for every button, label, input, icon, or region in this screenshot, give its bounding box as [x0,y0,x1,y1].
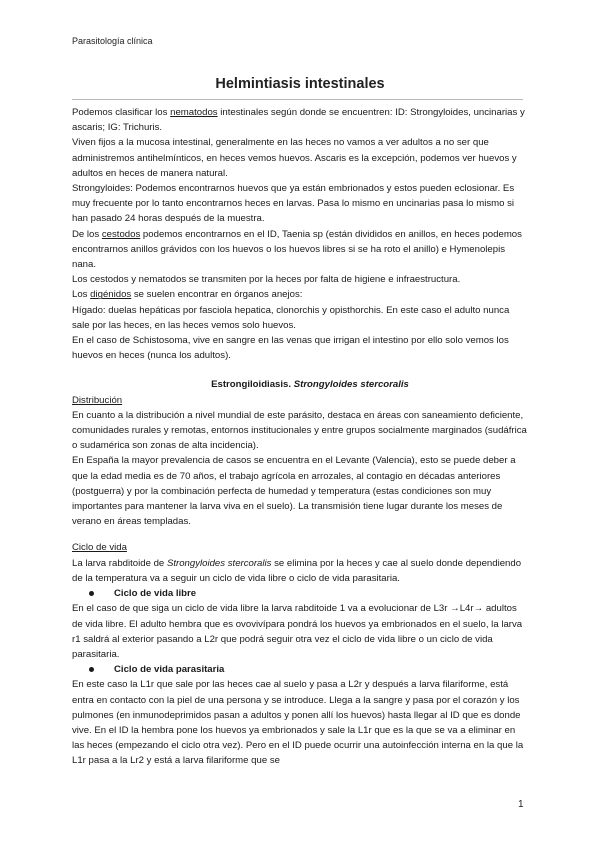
free-cycle-paragraph: En el caso de que siga un ciclo de vida libre la larva rabditoide 1 va a evolucionar de L3r →L4r→ adultos de vida libre. El adulto hembra que es ovovivípara pondrá los huevos ya embrionados en el suelo, la larva r1 saldrá al exterior pasando a L2r que podrá seguir otra vez el ciclo de vida libre o un ciclo de vida parasitaria. [72,603,523,660]
running-header: Parasitología clínica [72,36,153,46]
text-run: De los [72,228,102,240]
species-name: Strongyloides stercoralis [166,557,272,569]
text-run: La larva rabditoide de [72,557,167,569]
section-title-species: Strongyloides stercoralis [293,379,409,391]
intro-paragraph-5: Los cestodos y nematodos se transmiten por la heces por falta de higiene e infraestructura. [72,274,461,286]
page-title: Helmintiasis intestinales [215,76,385,92]
text-run: podemos encontrarnos en el ID, Taenia sp (están divididos en anillos, en heces podemos encontrarnos anillos grávidos con los huevos o los huevos libres si se ha roto el anillo) e Hymenolepis nana. [72,228,522,271]
text-run: se suelen encontrar en órganos anejos: [131,289,303,301]
digenidos-term: digénidos [90,289,132,301]
spacer [72,529,528,540]
intro-paragraph-7: Hígado: duelas hepáticas por fasciola hepatica, clonorchis y opisthorchis. En este caso el adulto nunca sale por las heces, en las heces vemos solo huevos. [72,304,510,331]
document-body [72,105,528,769]
distribution-heading: Distribución [72,394,123,406]
text-run: Los [72,289,91,301]
intro-paragraph-3: Strongyloides: Podemos encontrarnos huevos que ya están embrionados y estos pueden eclosionar. Es muy frecuente por lo tanto encontrarnos heces en larvas. Pasa lo mismo en uncinarias pasa lo mismo si han pasado 24 horas después de la muestra. [72,183,515,225]
intro-paragraph-6 [72,287,528,302]
parasitic-cycle-bullet [72,662,528,677]
intro-paragraph-2: Viven fijos a la mucosa intestinal, generalmente en las heces no vamos a ver adultos a no ser que administremos antihelmínticos, en heces vemos huevos. Ascaris es la excepción, podemos ver huevos y adultos en heces de manera natural. [72,137,517,179]
parasitic-cycle-paragraph: En este caso la L1r que sale por las heces cae al suelo y pasa a L2r y después a larva filariforme, está entra en contacto con la piel de una persona y se introduce. Llega a la sangre y pasa por el corazón y los pulmones (en inmunodeprimidos pasan a adultos y ponen allí los huevos) hasta llegar al ID que es donde vive. En el ID la hembra pone los huevos ya embrionados y sale la L1r que es la que se va a eliminar en las heces (empezando el ciclo otra vez). Pero en el ID puede ocurrir una autoinfección interna en la que la L1r pasa a la Lr2 y está a larva filariforme que se [72,679,524,767]
title-divider [72,99,523,100]
cestodos-term: cestodos [101,228,141,240]
page-number: 1 [518,799,524,810]
text-run: intestinales según donde se encuentren: ID: Strongyloides, uncinarias y ascaris; IG: Trichuris. [72,107,525,134]
bullet-dot-icon [89,667,94,672]
lifecycle-heading: Ciclo de vida [72,542,127,554]
intro-paragraph-8: En el caso de Schistosoma, vive en sangre en las venas que irrigan el intestino por ello solo vemos los huevos en heces (nunca los adultos). [72,335,509,362]
distribution-paragraph-1: En cuanto a la distribución a nivel mundial de este parásito, destaca en áreas con saneamiento deficiente, comunidades rurales y remotas, entornos institucionales y entre grupos socialmente marginados (sudáfrica o sudamérica son zonas de alta incidencia). [72,409,527,452]
intro-paragraph-1 [72,105,528,135]
text-run: se elimina por la heces y cae al suelo donde dependiendo de la temperatura va a seguir un ciclo de vida libre o ciclo de vida parasitaria. [72,557,522,584]
distribution-paragraph-2: En España la mayor prevalencia de casos se encuentra en el Levante (Valencia), esto se puede deber a que la edad media es de 70 años, el trabajo agrícola en arrozales, al contagio en décadas anteriores (postguerra) y por la combinación perfecta de humedad y temperatura (estas condiciones son muy importantes para mantener la larva viva en el suelo). La transmisión tiene lugar durante los meses de verano en áreas templadas. [72,455,516,528]
section-title-text: Estrongiloidiasis. [211,379,294,391]
free-cycle-bullet [72,586,528,601]
parasitic-cycle-heading: Ciclo de vida parasitaria [114,664,225,676]
bullet-dot-icon [89,591,94,596]
lifecycle-intro [72,556,528,586]
free-cycle-heading: Ciclo de vida libre [114,588,197,600]
text-run: Podemos clasificar los [72,107,171,118]
intro-paragraph-4 [72,227,528,273]
section-title [72,377,528,392]
nematodos-term: nematodos [170,107,218,118]
